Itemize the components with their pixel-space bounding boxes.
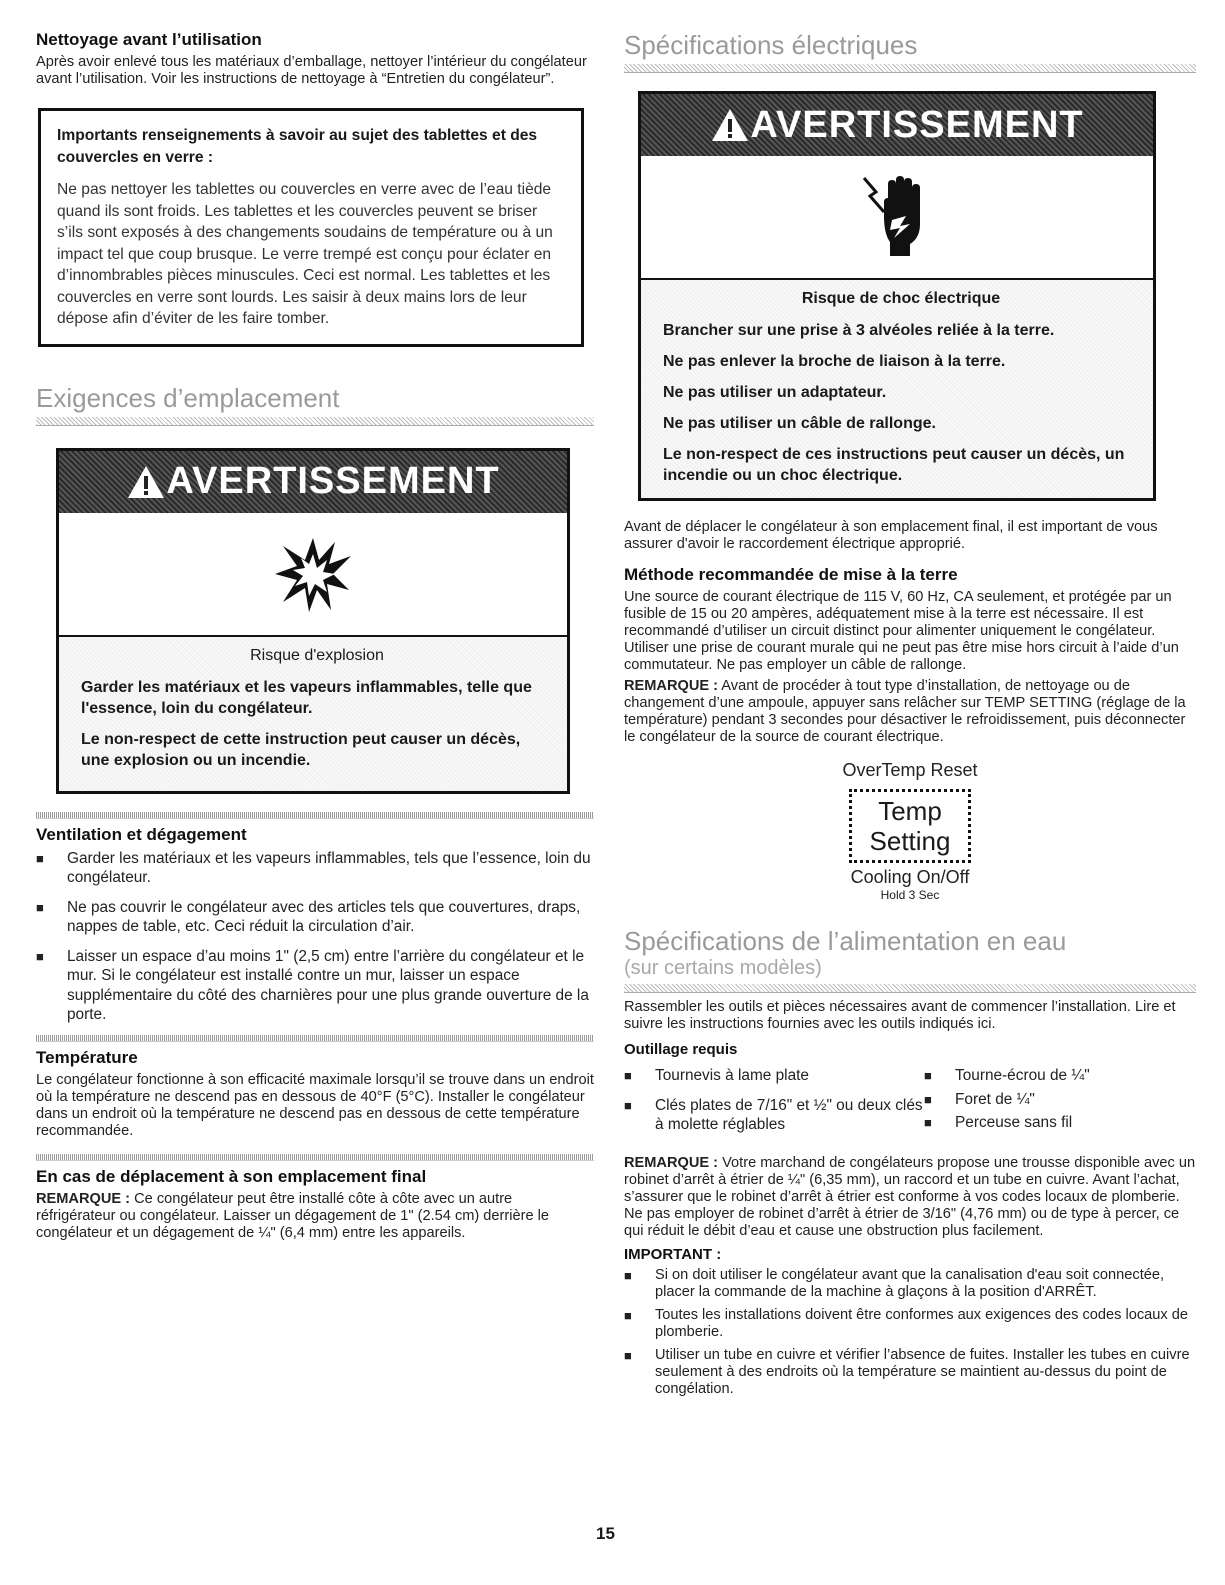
ventilation-heading: Ventilation et dégagement [36,824,247,844]
list-item: ■ Foret de ¼" [924,1090,1184,1110]
title-rule [624,984,1196,993]
list-item: ■ Si on doit utiliser le congélateur avant que la canalisation d'eau soit connectée, placer la commande de la machine à glaçons à la position d'ARRÊT. [624,1267,1196,1301]
note-text: Ce congélateur peut être installé côte à côte avec un autre réfrigérateur ou congélateur. Laisser un dégagement de 1" (2.54 cm) derrière le congélateur et un dégagement de ¼" (6,4 mm) entre les appareils. [36,1190,550,1241]
warning-banner [641,94,1153,156]
shock-icon-area [641,156,1153,280]
before-move-text: Avant de déplacer le congélateur à son emplacement final, il est important de vous assurer d'avoir le raccordement électrique approprié. [624,519,1158,552]
explosion-warning-line: Garder les matériaux et les vapeurs inflammables, telle que l'essence, loin du congélateur. [81,678,532,717]
warning-triangle-icon [710,107,750,143]
note-text: Votre marchand de congélateurs propose une trousse disponible avec un robinet d’arrêt à étrier de ¼" (6,35 mm), un raccord et un tube en cuivre. Avant l’achat, s’assurer que le robinet d’arrêt à étrier est conforme à vos codes locaux de plomberie. Ne pas employer de robinet d’arrêt à étrier de 3/16" (4,76 mm) ou de type à percer, ce qui réduit le débit d’eau et cause une obstruction plus facilement. [624,1154,1196,1239]
cooling-onoff-label: Cooling On/Off [850,867,970,887]
control-panel-diagram [624,760,1196,902]
page-number: 15 [596,1524,615,1543]
warning-triangle-icon [126,464,166,500]
list-item: ■ Clés plates de 7/16" et ½" ou deux clés à molette réglables [624,1096,924,1135]
warning-banner-label: AVERTISSEMENT [166,460,500,502]
temp-setting-line2: Setting [869,826,951,856]
list-item: ■ Laisser un espace d’au moins 1" (2,5 cm) entre l’arrière du congélateur et le mur. Si le congélateur est installé contre un mur, laisser un espace supplémentaire du côté des charnières pour une plus grande ouverture de la porte. [36,947,594,1025]
explosion-risk-title: Risque d'explosion [250,646,384,664]
electrical-title: Spécifications électriques [624,30,918,60]
water-intro: Rassembler les outils et pièces nécessaires avant de commencer l’installation. Lire et suivre les instructions fournies avec les outils indiqués ici. [624,999,1176,1032]
shock-warning-text [641,280,1153,498]
shock-warning-line: Ne pas utiliser un câble de rallonge. [663,415,936,432]
explosion-warning-box [56,448,570,794]
note-text: Avant de procéder à tout type d’installation, de nettoyage ou de changement d’une ampoule, appuyer sans relâcher sur TEMP SETTING (réglage de la température) pendant 3 secondes pour désactiver le refroidissement, puis déconnecter le congélateur de la source de courant électrique. [624,678,1186,745]
water-title: Spécifications de l’alimentation en eau [624,926,1067,956]
right-column [624,30,1196,1398]
overtemp-reset-label: OverTemp Reset [842,760,978,780]
list-item: ■ Tournevis à lame plate [624,1066,924,1086]
grounding-text: Une source de courant électrique de 115 V, 60 Hz, CA seulement, et protégée par un fusible de 15 ou 20 ampères, adéquatement mise à la terre est nécessaire. Il est recommandé d’utiliser un circuit distinct pour alimenter uniquement le congélateur. Utiliser une prise de courant murale qui ne peut pas être mise hors circuit à l’aide d’un commutateur. Ne pas employer un câble de rallonge. [624,589,1179,673]
list-item: ■ Perceuse sans fil [924,1113,1184,1133]
tools-right-list [924,1066,1184,1145]
temperature-text: Le congélateur fonctionne à son efficacité maximale lorsqu’il se trouve dans un endroit où la température ne descend pas en dessous de 40°F (5°C). Installer le congélateur dans un endroit où la température ne descend pas en dessous de cette température recommandée. [36,1071,594,1139]
shock-risk-title: Risque de choc électrique [801,290,1001,307]
ventilation-list [36,849,594,1025]
warning-banner [59,451,567,513]
grounding-heading: Méthode recommandée de mise à la terre [624,565,958,584]
cleaning-text: Après avoir enlevé tous les matériaux d’emballage, nettoyer l’intérieur du congélateur avant l’utilisation. Voir les instructions de nettoyage à “Entretien du congélateur”. [36,54,587,87]
glass-info-title: Importants renseignements à savoir au sujet des tablettes et des couvercles en verre : [57,127,538,166]
list-item: ■ Garder les matériaux et les vapeurs inflammables, tels que l’essence, loin du congélateur. [36,849,594,888]
moving-note [36,1191,594,1242]
note-label: REMARQUE : [624,1154,719,1171]
grounding-note [624,678,1196,746]
glass-info-body: Ne pas nettoyer les tablettes ou couvercles en verre avec de l’eau tiède quand ils sont froids. Les tablettes et les couvercles peuvent se briser s’ils sont exposés à des changements soudains de température ou à un impact tel que coup brusque. Le verre trempé est conçu pour éclater en d’innombrables pièces minuscules. Ceci est normal. Les tablettes et les couvercles en verre sont lourds. Les saisir à deux mains lors de leur dépose afin d’éviter de les faire tomber. [57,181,553,327]
warning-banner-label: AVERTISSEMENT [750,103,1084,146]
temp-setting-line1: Temp [878,796,942,826]
cleaning-heading: Nettoyage avant l’utilisation [36,30,262,49]
moving-heading: En cas de déplacement à son emplacement final [36,1166,427,1186]
location-title: Exigences d’emplacement [36,382,340,413]
tools-heading: Outillage requis [624,1041,738,1058]
note-label: REMARQUE : [36,1190,131,1207]
explosion-icon [273,534,353,614]
separator [36,1154,594,1161]
tools-list [624,1066,1196,1145]
explosion-icon-area [59,513,567,637]
note-label: REMARQUE : [624,678,719,694]
shock-warning-line: Ne pas utiliser un adaptateur. [663,384,887,401]
list-item: ■ Tourne-écrou de ¼" [924,1066,1184,1086]
glass-info-box [38,108,584,347]
shock-warning-line: Ne pas enlever la broche de liaison à la terre. [663,353,1006,370]
explosion-warning-line: Le non-respect de cette instruction peut causer un décès, une explosion ou un incendie. [81,730,521,769]
temp-setting-button [849,789,972,863]
shock-warning-line: Le non-respect de ces instructions peut causer un décès, un incendie ou un choc électrique. [663,446,1125,484]
hold-label: Hold 3 Sec [880,888,940,902]
important-heading: IMPORTANT : [624,1245,722,1263]
separator [36,1035,594,1042]
shock-warning-line: Brancher sur une prise à 3 alvéoles reliée à la terre. [663,322,1055,339]
list-item: ■ Utiliser un tube en cuivre et vérifier l’absence de fuites. Installer les tubes en cuivre seulement à des endroits où la température se maintient au-dessus du point de congélation. [624,1347,1196,1398]
electric-shock-hand-icon [862,172,932,262]
explosion-warning-text [59,637,567,791]
shock-warning-box [638,91,1156,501]
tools-left-list [624,1066,924,1145]
list-item: ■ Toutes les installations doivent être conformes aux exigences des codes locaux de plomberie. [624,1307,1196,1341]
separator [36,812,594,819]
list-item: ■ Ne pas couvrir le congélateur avec des articles tels que couvertures, draps, nappes de table, etc. Ceci réduit la circulation d’air. [36,898,594,937]
water-subtitle: (sur certains modèles) [624,957,822,979]
important-list [624,1267,1196,1398]
temperature-heading: Température [36,1047,138,1067]
title-rule [624,64,1196,73]
title-rule [36,417,594,426]
left-column [36,30,594,1242]
water-note [624,1155,1196,1240]
